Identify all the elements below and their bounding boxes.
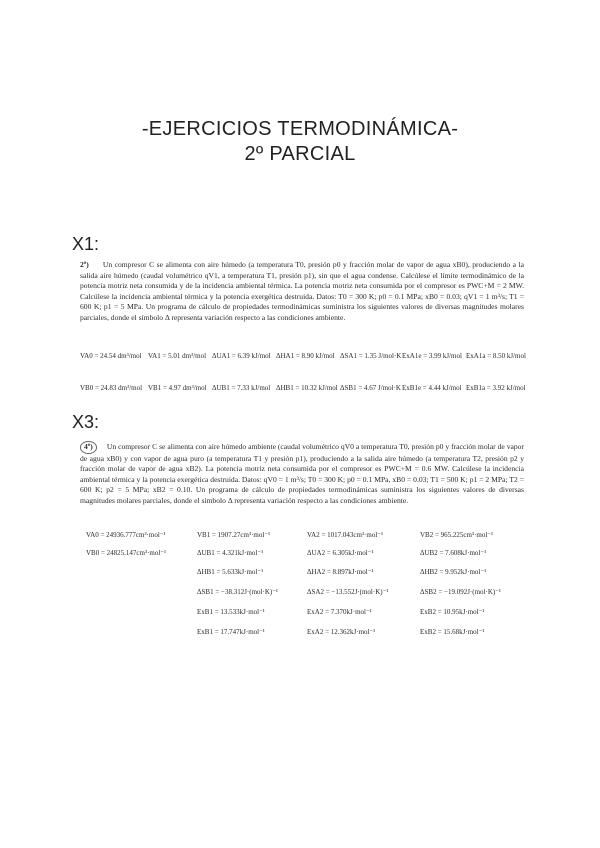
ex3-property: VB2 = 965.225cm³·mol⁻¹ — [420, 531, 494, 539]
exercise-3-statement — [80, 441, 524, 507]
ex3-property: ExB1 = 13.533kJ·mol⁻¹ — [197, 608, 265, 616]
exercise-3-text: Un compresor C se alimenta con aire húmedo ambiente (caudal volumétrico qV0 a temperatura T0, presión p0 y fracción molar de vapor de agua xB0) y con vapor de agua puro (a temperatura T1 y presión p1), produciendo a la salida aire húmedo (a temperatura T2, presión p2 y fracción molar de vapor de agua xB2). La potencia motriz neta consumida por el compresor es PWC+M = 0.6 MW. Calcúlese la incidencia ambiental térmica y la potencia exergética destruida. Datos: qV0 = 1 m³/s; T0 = 300 K; p0 = 0.1 MPa, xB0 = 0.03; T1 = 500 K; p1 = 2 MPa; T2 = 600 K; p2 = 5 MPa; xB2 = 0.10. Un programa de cálculo de propiedades termodinámicas suministra los siguientes valores de diversas magnitudes molares parciales, donde el símbolo Δ representa variación respecto a las condiciones ambiente. — [80, 442, 524, 505]
ex3-property: ΔHB2 = 9.952kJ·mol⁻¹ — [420, 568, 487, 576]
ex1-property: VB0 = 24.83 dm³/mol — [80, 384, 143, 392]
ex3-property: ExB2 = 10.95kJ·mol⁻¹ — [420, 608, 485, 616]
document-title: -EJERCICIOS TERMODINÁMICA- — [141, 118, 459, 140]
ex1-property: VA0 = 24.54 dm³/mol — [80, 352, 142, 360]
ex3-property: VB0 = 24825.147cm³·mol⁻¹ — [86, 549, 167, 557]
ex1-property: ΔHB1 = 10.32 kJ/mol — [276, 384, 338, 392]
ex3-property: ExB2 = 15.68kJ·mol⁻¹ — [420, 628, 485, 636]
ex3-property: ΔUB1 = 4.321kJ·mol⁻¹ — [197, 549, 264, 557]
ex1-property: ΔSB1 = 4.67 J/mol·K — [340, 384, 401, 392]
ex3-property: ΔHA2 = 8.897kJ·mol⁻¹ — [307, 568, 374, 576]
ex3-property: ExA2 = 12.362kJ·mol⁻¹ — [307, 628, 376, 636]
ex1-property: ExA1e = 3.99 kJ/mol — [402, 352, 462, 360]
ex3-property: VA2 = 1017.043cm³·mol⁻¹ — [307, 531, 384, 539]
exercise-1-heading: X1: — [72, 234, 100, 254]
ex3-property: ΔSB2 = −19.092J·(mol·K)⁻¹ — [420, 588, 501, 596]
ex3-property: ExA2 = 7.370kJ·mol⁻¹ — [307, 608, 372, 616]
ex1-property: ExA1a = 8.50 kJ/mol — [466, 352, 526, 360]
ex3-property: VA0 = 24936.777cm³·mol⁻¹ — [86, 531, 166, 539]
exercise-1-number: 2º) — [80, 260, 89, 269]
ex3-property: ΔSA2 = −13.552J·(mol·K)⁻¹ — [307, 588, 389, 596]
ex1-property: VA1 = 5.01 dm³/mol — [148, 352, 207, 360]
ex1-property: ΔSA1 = 1.35 J/mol·K — [340, 352, 402, 360]
exercise-1-text: Un compresor C se alimenta con aire húmedo (a temperatura T0, presión p0 y fracción molar de vapor de agua xB0), produciendo a la salida aire húmedo (caudal volumétrico qV1, a temperatura T1, presión p1), sin que el agua condense. Calcúlese el límite termodinámico de la potencia motriz neta consumida y de la incidencia ambiental térmica. La potencia motriz neta consumida por el compresor es PWC+M = 2 MW. Calcúlese la incidencia ambiental térmica y la potencia exergética destruida. Datos: T0 = 300 K; p0 = 0.1 MPa; xB0 = 0.03; qV1 = 1 m³/s; T1 = 600 K; p1 = 5 MPa. Un programa de cálculo de propiedades termodinámicas suministra los siguientes valores de diversas magnitudes molares parciales, donde el símbolo Δ representa variación respecto a las condiciones ambiente. — [80, 260, 524, 322]
ex3-property: ΔUA2 = 6.305kJ·mol⁻¹ — [307, 549, 374, 557]
ex1-property: ExB1e = 4.44 kJ/mol — [402, 384, 462, 392]
ex1-property: ΔHA1 = 8.90 kJ/mol — [276, 352, 335, 360]
ex3-property: ExB1 = 17.747kJ·mol⁻¹ — [197, 628, 265, 636]
exercise-1-statement — [80, 260, 524, 324]
ex3-property: ΔSB1 = −38.312J·(mol·K)⁻¹ — [197, 588, 278, 596]
ex3-property: ΔUB2 = 7.608kJ·mol⁻¹ — [420, 549, 487, 557]
ex3-property: ΔHB1 = 5.633kJ·mol⁻¹ — [197, 568, 264, 576]
exercise-3-heading: X3: — [72, 412, 100, 432]
ex1-property: ΔUA1 = 6.39 kJ/mol — [212, 352, 271, 360]
ex3-property: VB1 = 1907.27cm³·mol⁻¹ — [197, 531, 271, 539]
exercise-3-number: 4º) — [80, 441, 97, 454]
ex1-property: ExB1a = 3.92 kJ/mol — [466, 384, 526, 392]
ex1-property: VB1 = 4.97 dm³/mol — [148, 384, 207, 392]
ex1-property: ΔUB1 = 7.33 kJ/mol — [212, 384, 271, 392]
document-subtitle: 2º PARCIAL — [244, 143, 356, 165]
